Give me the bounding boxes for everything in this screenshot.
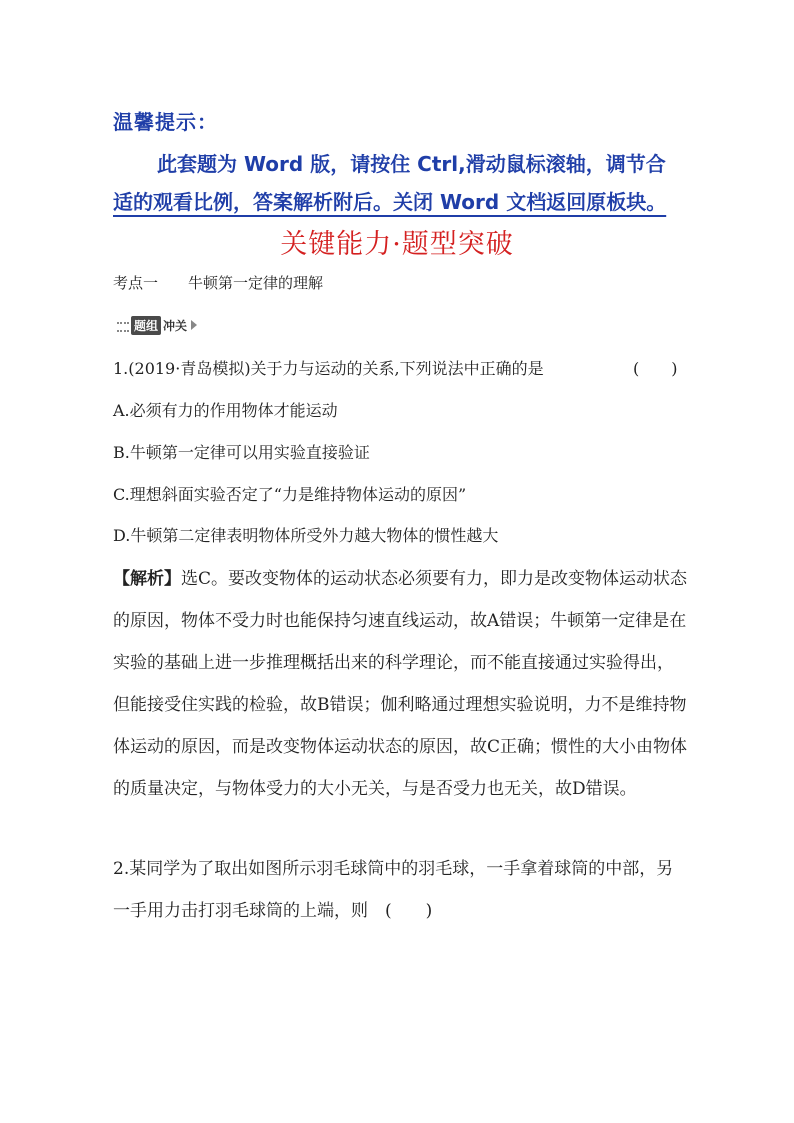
tip-line-2: 适的观看比例，答案解析附后。关闭 Word 文档返回原板块。: [113, 190, 667, 214]
tip-body: [113, 145, 693, 221]
section-title: 关键能力·题型突破: [280, 229, 514, 260]
option-b: B.牛顿第一定律可以用实验直接验证: [113, 443, 370, 462]
question-2-stem: 2.某同学为了取出如图所示羽毛球筒中的羽毛球，一手拿着球筒的中部，另一手用力击打羽毛球筒的上端，则 ( ): [113, 859, 674, 921]
tip-line-1: [113, 145, 693, 183]
question-1-text: 1.(2019·青岛模拟)关于力与运动的关系,下列说法中正确的是: [113, 359, 544, 378]
option-c: C.理想斜面实验否定了“力是维持物体运动的原因”: [113, 485, 467, 504]
tip-line-1-text: 此套题为 Word 版，请按住 Ctrl,滑动鼠标滚轴，调节合: [157, 152, 666, 176]
analysis-text: 选C。要改变物体的运动状态必须要有力，即力是改变物体运动状态的原因，物体不受力时也能保持匀速直线运动，故A错误；牛顿第一定律是在实验的基础上进一步推理概括出来的科学理论，而不能直接通过实验得出，但能接受住实践的检验，故B错误；伽利略通过理想实验说明，力不是维持物体运动的原因，而是改变物体运动状态的原因，故C正确；惯性的大小由物体的质量决定，与物体受力的大小无关，与是否受力也无关，故D错误。: [113, 569, 688, 799]
arrow-right-icon: [191, 320, 197, 330]
dots-decoration-icon: [115, 320, 131, 330]
tag-part2: 冲关: [163, 318, 188, 333]
analysis-paragraph: [113, 558, 688, 810]
option-a: A.必须有力的作用物体才能运动: [113, 401, 338, 420]
answer-paren: ( ): [633, 359, 678, 378]
tag-part1: 题组: [131, 316, 161, 335]
analysis-label: 【解析】: [113, 569, 181, 589]
question-1-stem: [113, 356, 693, 379]
question-group-tag: [115, 315, 197, 335]
tip-title: 温馨提示：: [113, 110, 218, 134]
point-heading: [113, 272, 323, 293]
point-label: 考点一: [113, 274, 159, 292]
option-d: D.牛顿第二定律表明物体所受外力越大物体的惯性越大: [113, 526, 499, 545]
point-title: 牛顿第一定律的理解: [188, 274, 324, 292]
